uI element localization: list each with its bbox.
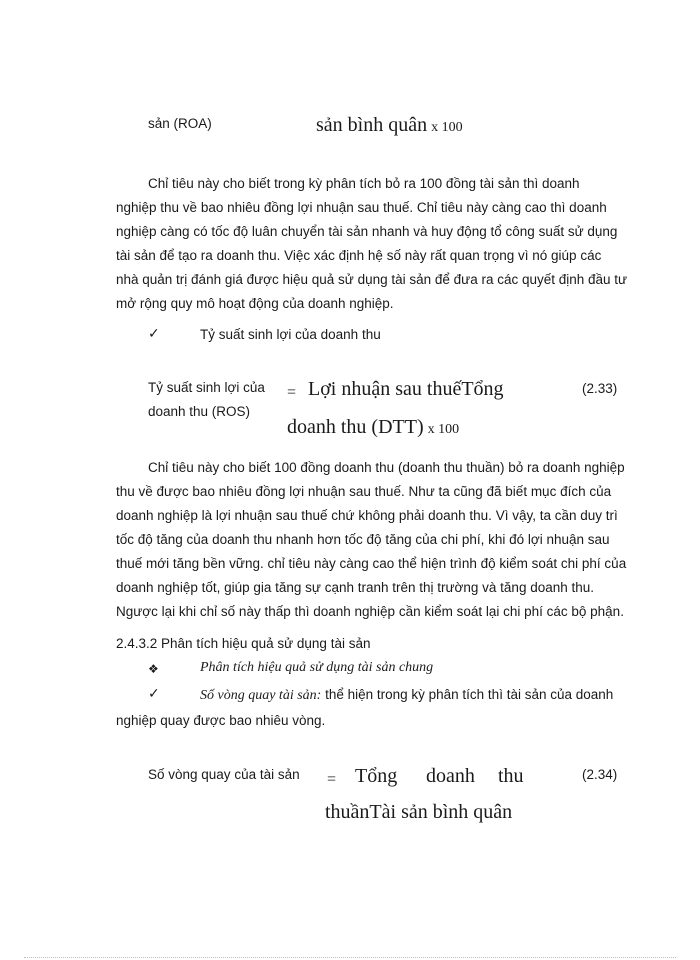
ros-multiplier: x 100 bbox=[427, 422, 460, 437]
section-heading: 2.4.3.2 Phân tích hiệu quả sử dụng tài sản bbox=[116, 636, 371, 651]
ros-expression-line2 bbox=[287, 416, 459, 439]
formula-number-2-34: (2.34) bbox=[582, 767, 618, 782]
paragraph-roa-explanation bbox=[116, 172, 633, 316]
roa-label-tail: sản (ROA) bbox=[148, 116, 212, 131]
ros-label-line2: doanh thu (ROS) bbox=[148, 404, 251, 419]
para1-line: nhà quản trị đánh giá được hiệu quả sử dụng tài sản để đưa ra các quyết định đầu tư bbox=[116, 272, 628, 287]
bullet-turnover-line2: nghiệp quay được bao nhiêu vòng. bbox=[116, 713, 326, 728]
ros-expression-line1: Lợi nhuận sau thuếTổng bbox=[308, 378, 504, 400]
turnover-equals-sign: = bbox=[327, 771, 337, 788]
turnover-definition: thể hiện trong kỳ phân tích thì tài sản của doanh bbox=[321, 687, 614, 702]
checkmark-icon: ✓ bbox=[148, 326, 160, 342]
turnover-label: Số vòng quay của tài sản bbox=[148, 767, 300, 782]
ros-denominator: doanh thu (DTT) bbox=[287, 416, 424, 438]
checkmark-icon: ✓ bbox=[148, 686, 160, 702]
paragraph-ros-explanation bbox=[116, 456, 633, 624]
turnover-term: Số vòng quay tài sản: bbox=[200, 688, 322, 703]
ros-equals-sign: = bbox=[287, 384, 297, 401]
para2-line: Ngược lại khi chỉ số này thấp thì doanh nghiệp cần kiểm soát lại chi phí các bộ phận. bbox=[116, 604, 624, 619]
para2-line: thuế mới tăng bền vững. chỉ tiêu này càng cao thể hiện trình độ kiểm soát chi phí của bbox=[116, 556, 627, 571]
para1-line: nghiệp càng có tốc độ luân chuyển tài sản nhanh và huy động tổ công suất sử dụng bbox=[116, 224, 618, 239]
turnover-expr-line2: thuầnTài sản bình quân bbox=[325, 801, 513, 823]
para1-line: tài sản để tạo ra doanh thu. Việc xác định hệ số này rất quan trọng vì nó giúp các bbox=[116, 248, 602, 263]
bullet-general-text: Phân tích hiệu quả sử dụng tài sản chung bbox=[200, 660, 434, 675]
bullet-turnover-line1 bbox=[200, 687, 613, 704]
para1-line: Chỉ tiêu này cho biết trong kỳ phân tích bỏ ra 100 đồng tài sản thì doanh bbox=[148, 176, 580, 191]
para2-line: Chỉ tiêu này cho biết 100 đồng doanh thu (doanh thu thuần) bỏ ra doanh nghiệp bbox=[148, 460, 625, 475]
turnover-expr-word3: thu bbox=[498, 765, 524, 787]
ros-label-line1: Tỷ suất sinh lợi của bbox=[148, 380, 265, 395]
turnover-expr-word1: Tổng bbox=[355, 765, 398, 787]
para2-line: tốc độ tăng của doanh thu nhanh hơn tốc độ tăng của chi phí, khi đó lợi nhuận sau bbox=[116, 532, 610, 547]
page-bottom-dotted-rule bbox=[24, 957, 676, 958]
roa-expression-line2 bbox=[316, 114, 463, 137]
diamond-bullet-icon: ❖ bbox=[148, 662, 159, 676]
bullet-ros-text: Tỷ suất sinh lợi của doanh thu bbox=[200, 327, 381, 342]
para2-line: doanh nghiệp tốt, giúp gia tăng sự cạnh tranh trên thị trường và tăng doanh thu. bbox=[116, 580, 595, 595]
roa-multiplier: x 100 bbox=[431, 120, 463, 135]
para1-line: nghiệp thu về bao nhiêu đồng lợi nhuận sau thuế. Chỉ tiêu này càng cao thì doanh bbox=[116, 200, 607, 215]
para2-line: doanh nghiệp là lợi nhuận sau thuế chứ không phải doanh thu. Vì vậy, ta cần duy trì bbox=[116, 508, 618, 523]
roa-denominator: sản bình quân bbox=[316, 114, 428, 136]
turnover-expr-word2: doanh bbox=[426, 765, 475, 787]
para2-line: thu về được bao nhiêu đồng lợi nhuận sau thuế. Như ta cũng đã biết mục đích của bbox=[116, 484, 612, 499]
formula-number-2-33: (2.33) bbox=[582, 381, 618, 396]
para1-line: mở rộng quy mô hoạt động của doanh nghiệp. bbox=[116, 296, 394, 311]
